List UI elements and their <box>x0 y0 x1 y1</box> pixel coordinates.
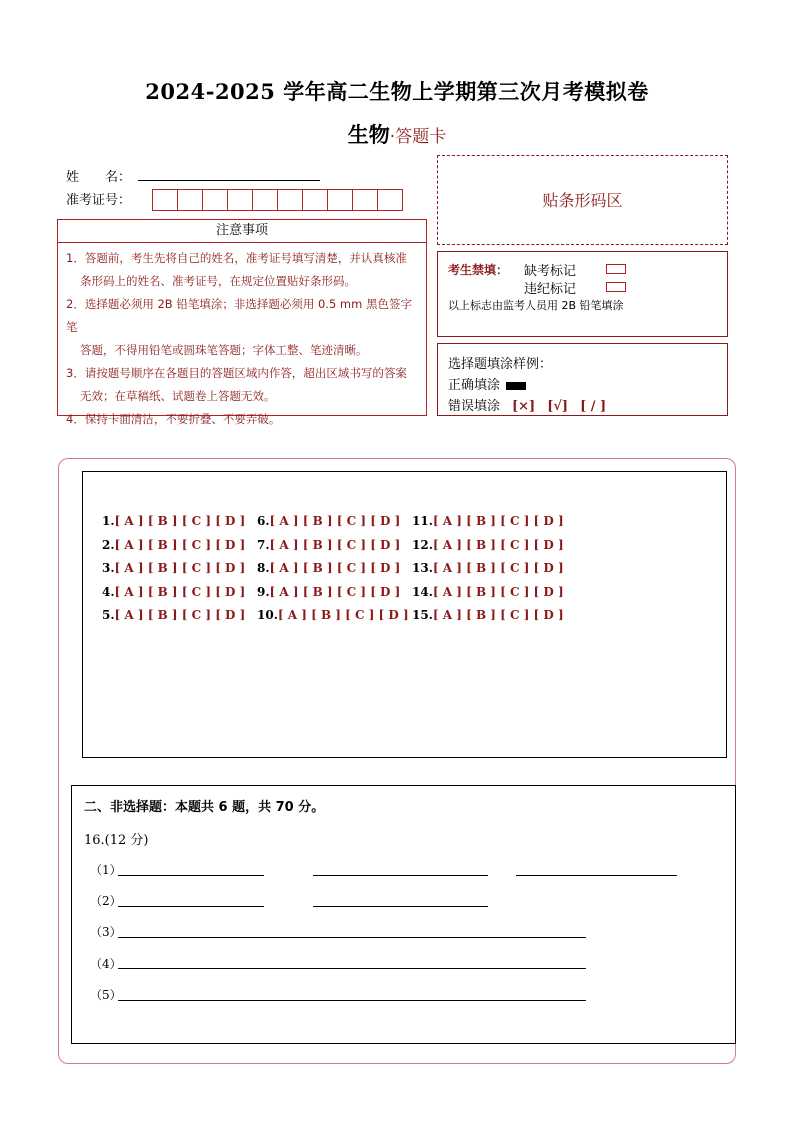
part-label: （4） <box>90 957 122 971</box>
fill-example-heading: 选择题填涂样例： <box>448 357 553 372</box>
violation-mark-label: 违纪标记 <box>524 282 577 297</box>
answer-line[interactable] <box>516 875 677 876</box>
name-label: 姓 名： <box>66 170 132 185</box>
part-label: （2） <box>90 894 122 908</box>
mc-column-1 <box>102 514 245 632</box>
wrong-mark-check: [√] <box>547 399 569 414</box>
answer-line[interactable] <box>313 875 488 876</box>
notice-list <box>57 243 427 426</box>
answer-line[interactable] <box>118 937 586 938</box>
id-digit-box[interactable] <box>327 189 353 211</box>
forbidden-box <box>437 251 728 337</box>
mc-column-3 <box>412 514 564 632</box>
name-field[interactable] <box>138 180 320 181</box>
notice-item-line: 条形码上的姓名、准考证号，在规定位置贴好条形码。 <box>80 274 356 288</box>
notice-item-line: 无效；在草稿纸、试题卷上答题无效。 <box>80 389 276 403</box>
id-number-boxes[interactable] <box>152 189 402 211</box>
subject-name: 生物 <box>347 122 390 147</box>
mc-question[interactable]: 14.[ A ] [ B ] [ C ] [ D ] <box>412 584 564 599</box>
id-digit-box[interactable] <box>177 189 203 211</box>
correct-fill-row <box>448 374 526 393</box>
mc-question[interactable]: 10.[ A ] [ B ] [ C ] [ D ] <box>257 608 409 622</box>
part-label: （5） <box>90 988 122 1002</box>
answer-line[interactable] <box>313 906 488 907</box>
notice-item-line: 3．请按题号顺序在各题目的答题区域内作答，超出区域书写的答案 <box>66 366 407 380</box>
id-digit-box[interactable] <box>252 189 278 211</box>
mc-question[interactable]: 7.[ A ] [ B ] [ C ] [ D ] <box>257 537 401 552</box>
part-label: （3） <box>90 925 122 939</box>
notice-heading: 注意事项 <box>57 219 427 243</box>
id-digit-box[interactable] <box>377 189 403 211</box>
notice-item-line: 4．保持卡面清洁，不要折叠、不要弄破。 <box>66 412 281 426</box>
subtitle-suffix: ·答题卡 <box>389 127 447 147</box>
mc-question[interactable]: 15.[ A ] [ B ] [ C ] [ D ] <box>412 608 564 622</box>
section-title: 二、非选择题：本题共 6 题，共 70 分。 <box>84 800 325 815</box>
mc-question[interactable]: 1.[ A ] [ B ] [ C ] [ D ] <box>102 514 246 528</box>
mc-column-2 <box>257 514 409 632</box>
barcode-area-label: 贴条形码区 <box>542 191 623 210</box>
violation-mark-box[interactable] <box>606 282 626 292</box>
wrong-mark-cross: [×] <box>512 399 536 414</box>
answer-line[interactable] <box>118 875 264 876</box>
correct-fill-label: 正确填涂 <box>448 378 501 393</box>
notice-item-line: 答题，不得用铅笔或圆珠笔答题；字体工整、笔迹清晰。 <box>80 343 368 357</box>
id-digit-box[interactable] <box>277 189 303 211</box>
mc-question[interactable]: 4.[ A ] [ B ] [ C ] [ D ] <box>102 584 246 599</box>
mc-question[interactable]: 13.[ A ] [ B ] [ C ] [ D ] <box>412 561 564 575</box>
fill-example-box <box>437 343 728 416</box>
mc-question[interactable]: 3.[ A ] [ B ] [ C ] [ D ] <box>102 561 246 575</box>
part-label: （1） <box>90 863 122 877</box>
question-number: 16.(12 分) <box>84 833 149 848</box>
barcode-area <box>437 155 728 245</box>
exam-title: 2024-2025 学年高二生物上学期第三次月考模拟卷 <box>145 79 649 104</box>
id-digit-box[interactable] <box>202 189 228 211</box>
id-digit-box[interactable] <box>227 189 253 211</box>
id-digit-box[interactable] <box>302 189 328 211</box>
filled-mark-icon <box>506 382 526 390</box>
short-answer-box <box>71 785 736 1044</box>
answer-line[interactable] <box>118 906 264 907</box>
mc-question[interactable]: 6.[ A ] [ B ] [ C ] [ D ] <box>257 514 401 528</box>
notice-item-line: 2．选择题必须用 2B 铅笔填涂；非选择题必须用 0.5 mm 黑色签字笔 <box>66 297 412 334</box>
notice-item-line: 1．答题前，考生先将自己的姓名，准考证号填写清楚，并认真核准 <box>66 251 407 265</box>
absent-mark-label: 缺考标记 <box>524 264 577 279</box>
mc-question[interactable]: 9.[ A ] [ B ] [ C ] [ D ] <box>257 584 401 599</box>
wrong-fill-label: 错误填涂 <box>448 399 501 414</box>
mc-question[interactable]: 5.[ A ] [ B ] [ C ] [ D ] <box>102 608 246 622</box>
answer-line[interactable] <box>118 968 586 969</box>
absent-mark-box[interactable] <box>606 264 626 274</box>
id-digit-box[interactable] <box>152 189 178 211</box>
forbidden-note: 以上标志由监考人员用 2B 铅笔填涂 <box>448 299 624 312</box>
mc-question[interactable]: 11.[ A ] [ B ] [ C ] [ D ] <box>412 514 564 528</box>
mc-question[interactable]: 8.[ A ] [ B ] [ C ] [ D ] <box>257 561 401 575</box>
forbidden-heading: 考生禁填： <box>448 263 509 277</box>
mc-question[interactable]: 12.[ A ] [ B ] [ C ] [ D ] <box>412 537 564 552</box>
answer-sheet-subtitle <box>0 119 794 149</box>
answer-line[interactable] <box>118 1000 586 1001</box>
wrong-mark-slash: [ / ] <box>580 399 607 414</box>
wrong-fill-row <box>448 395 606 414</box>
id-label: 准考证号： <box>66 193 132 208</box>
id-digit-box[interactable] <box>352 189 378 211</box>
mc-question[interactable]: 2.[ A ] [ B ] [ C ] [ D ] <box>102 537 246 552</box>
